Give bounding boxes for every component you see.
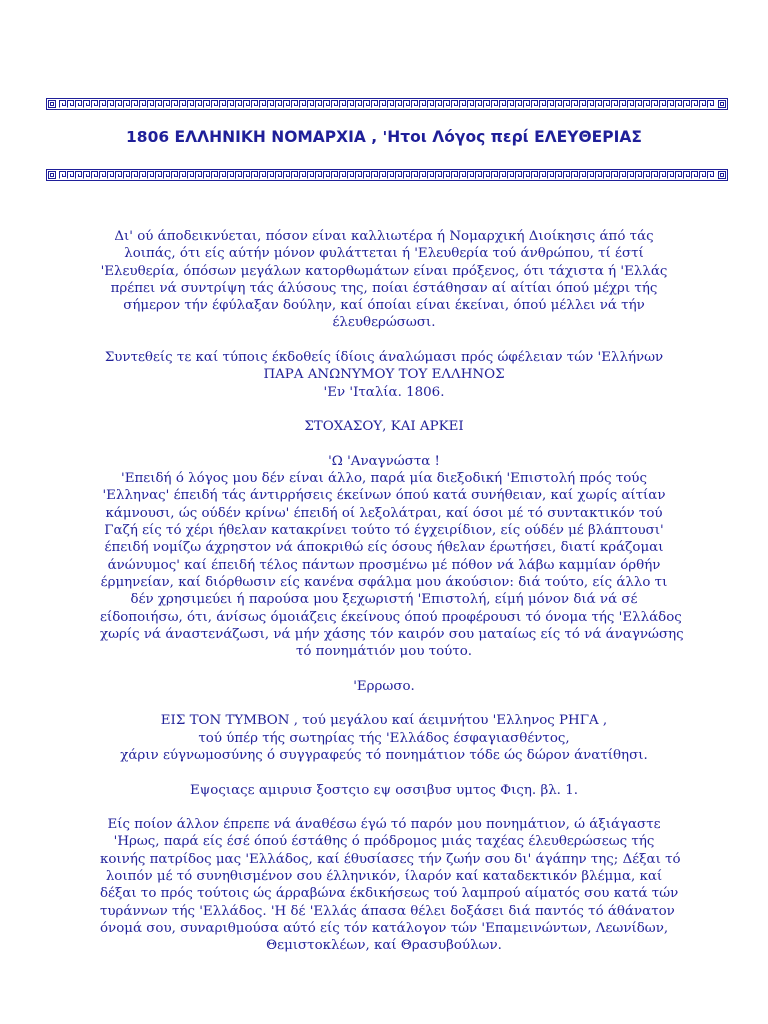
text-line: κοινής πατρίδος μας 'Ελλάδος, καί έθυσίασες τήν ζωήν σου δι' άγάπην της; Δέξαι τό [100,851,681,867]
text-line: 'Ελευθερία, όπόσων μεγάλων κατορθωμάτων είναι πρόξενος, ότι τάχιστα ή 'Ελλάς [100,263,668,279]
text-line: 'Ω 'Αναγνώστα ! [328,453,440,469]
text-line: ΠΑΡΑ ΑΝΩΝΥΜΟΥ ΤΟΥ ΕΛΛΗΝΟΣ [263,367,505,383]
text-line: Είς ποίον άλλον έπρεπε νά άναθέσω έγώ τό παρόν μου πονημάτιον, ώ άξιάγαστε [107,817,661,833]
text-line: άνώνυμος' καί έπειδή τέλος πάντων προσμένω μέ πόθον νά λάβω καμμίαν όρθήν [107,557,661,573]
greek-key-border-bottom [46,169,728,181]
paragraph [100,712,668,764]
text-line: λοιπόν μέ τό συνηθισμένον σου έλληνικόν, ίλαρόν καί καταδεκτικόν βλέμμα, καί [105,868,663,884]
text-line: Γαζή είς τό χέρι ήθελαν κατακρίνει τούτο τό έγχειρίδιον, είς ούδέν μέ βλάπτουσι' [104,523,664,539]
text-line: έρμηνείαν, καί διόρθωσιν είς κανένα σφάλμα μου άκούσιον: διά τούτο, είς άλλο τι [100,574,668,590]
text-line: 'Επειδή ό λόγος μου δέν είναι άλλο, παρά μία διεξοδική 'Επιστολή πρός τούς [121,471,647,487]
text-line: χωρίς νά άναστενάζωσι, νά μήν χάσης τόν καιρόν σου ματαίως είς τό νά άναγνώσης [100,626,684,642]
paragraph [100,782,668,799]
text-line: 'Ερρωσο. [353,678,415,694]
paragraph [100,816,681,954]
text-line: 'Εν 'Ιταλία. 1806. [323,384,445,400]
text-line: έλευθερώσωσι. [332,315,436,331]
text-line: Δι' ού άποδεικνύεται, πόσον είναι καλλιωτέρα ή Νομαρχική Διοίκησις άπό τάς [114,229,654,244]
document-body [100,228,684,972]
text-line: δέν χρησιμεύει ή παρούσα μου ξεχωριστή 'Επιστολή, είμή μόνον διά νά σέ [130,592,638,608]
text-line: δέξαι το πρός τούτοις ώς άρραβώνα έκδικήσεως τού λαμπρού αίματός σου κατά τών [100,886,679,902]
text-line: σήμερον τήν έφύλαξαν δούλην, καί όποίαι είναι έκείναι, όπού μέλλει νά τήν [123,298,645,314]
text-line: ΕΙΣ ΤΟΝ ΤΥΜΒΟΝ , τού μεγάλου καί άειμνήτου 'Ελληνος ΡΗΓΑ , [160,713,608,729]
paragraph [100,678,668,695]
text-line: χάριν εύγνωμοσύνης ό συγγραφεύς τό πονημάτιον τόδε ώς δώρον άνατίθησι. [120,747,648,763]
paragraph [100,453,684,661]
text-line: 'Ελληνας' έπειδή τάς άντιρρήσεις έκείνων όπού κατά συνήθειαν, καί χωρίς αίτίαν [102,488,666,504]
text-line: είδοποιήσω, ότι, άνίσως όμοιάζεις έκείνους όπού προφέρουσι τό όνομα τής 'Ελλάδος [100,609,682,625]
text-line: 'Ηρως, παρά είς έσέ όπού έστάθης ό πρόδρομος μιάς ταχέας έλευθερώσεως τής [113,834,655,850]
text-line: τό πονημάτιόν μου τούτο. [295,644,473,660]
greek-key-border-top [46,98,728,110]
paragraph [100,228,668,332]
text-line: τυράννων τής 'Ελλάδος. 'Η δέ 'Ελλάς άπασα θέλει δοξάσει διά παντός τό άθάνατον [100,903,675,919]
text-line: Συντεθείς τε καί τύποις έκδοθείς ίδίοις άναλώμασι πρός ώφέλειαν τών 'Ελλήνων [104,350,664,366]
text-line: λοιπάς, ότι είς αύτήν μόνον φυλάττεται ή 'Ελευθερία τού άνθρώπου, τί έστί [124,246,644,262]
text-line: όνομά σου, συναριθμούσα αύτό είς τόν κατάλογον τών 'Επαμεινώντων, Λεωνίδων, [100,920,669,936]
text-line: έπειδή νομίζω άχρηστον νά άποκριθώ είς όσους ήθελαν έρωτήσει, διατί κράζομαι [104,540,664,556]
text-line: πρέπει νά συντρίψη τάς άλύσους της, ποίαι έστάθησαν αί αίτίαι όπού μέχρι τής [110,280,658,296]
paragraph [100,418,668,435]
page-title: 1806 ΕΛΛΗΝΙΚΗ ΝΟΜΑΡΧΙΑ , 'Ητοι Λόγος περί ΕΛΕΥΘΕΡΙΑΣ [126,128,642,146]
text-line: Θεμιστοκλέων, καί Θρασυβούλων. [266,938,502,954]
text-line: κάμνουσι, ώς ούδέν κρίνω' έπειδή οί λεξολάτραι, καί όσοι μέ τό συντακτικόν τού [105,505,663,521]
paragraph [100,349,668,401]
text-line: ΣΤΟΧΑΣΟΥ, ΚΑΙ ΑΡΚΕΙ [304,419,464,435]
text-line: Εψοςιαςε αμιρυισ ξοστςιο εψ οσσιβυσ υμτος Φιςη. βλ. 1. [190,782,578,798]
text-line: τού ύπέρ τής σωτηρίας τής 'Ελλάδος έσφαγιασθέντος, [198,730,570,746]
